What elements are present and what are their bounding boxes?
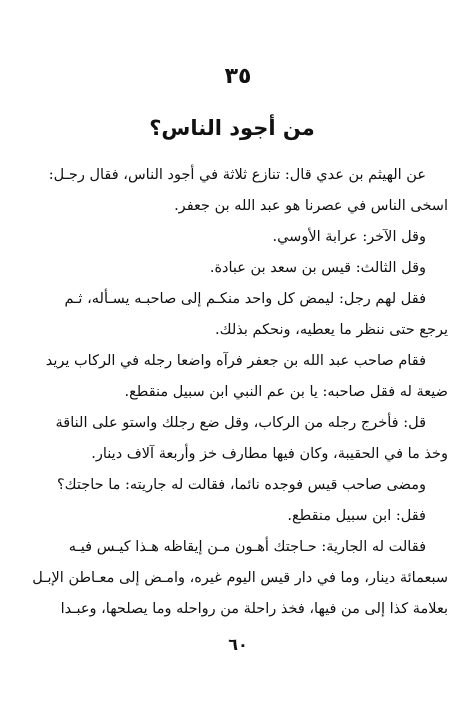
text-line: يرجع حتى ننظر ما يعطيه، ونحكم بذلك.: [215, 322, 448, 338]
text-line: فقالت له الجارية: حـاجتك أهـون مـن إيقاظه هـذا كيـس فيـه: [68, 539, 426, 555]
text-line: بعلامة كذا إلى من فيها، فخذ راحلة من رواحله وما يصلحها، وعبـدا: [60, 601, 448, 617]
text-line: ضيعة له فقل صاحبه: يا بن عم النبي ابن سبيل منقطع.: [124, 384, 448, 400]
text-line: وقل الآخر: عرابة الأوسي.: [272, 229, 426, 245]
text-line: قل: فأخرج رجله من الركاب، وقل ضع رجلك واستو على الناقة: [55, 415, 426, 431]
text-line: وخذ ما في الحقيبة، وكان فيها مطارف خز وأربعة آلاف دينار.: [91, 446, 448, 462]
text-line: فقام صاحب عبد الله بن جعفر فرآه واضعا رجله في الركاب يريد: [45, 353, 426, 369]
page-title: من أجود الناس؟: [149, 116, 315, 140]
text-line: فقل لهم رجل: ليمض كل واحد منكـم إلى صاحبـه يسـأله، ثـم: [64, 291, 426, 307]
text-line: ومضى صاحب قيس فوجده نائما، فقالت له جاريته: ما حاجتك؟: [56, 477, 426, 493]
chapter-number: ٣٥: [224, 64, 252, 89]
text-line: اسخى الناس في عصرنا هو عبد الله بن جعفر.: [174, 198, 448, 214]
page-number: ٦٠: [228, 635, 248, 654]
text-line: عن الهيثم بن عدي قال: تنازع ثلاثة في أجود الناس، فقال رجـل:: [48, 167, 426, 183]
text-line: سبعمائة دينار، وما في دار قيس اليوم غيره، وامـض إلى معـاطن الإبـل: [32, 570, 448, 586]
text-line: وقل الثالث: قيس بن سعد بن عبادة.: [209, 260, 426, 276]
text-line: فقل: ابن سبيل منقطع.: [287, 508, 426, 524]
body-text: [20, 160, 448, 625]
